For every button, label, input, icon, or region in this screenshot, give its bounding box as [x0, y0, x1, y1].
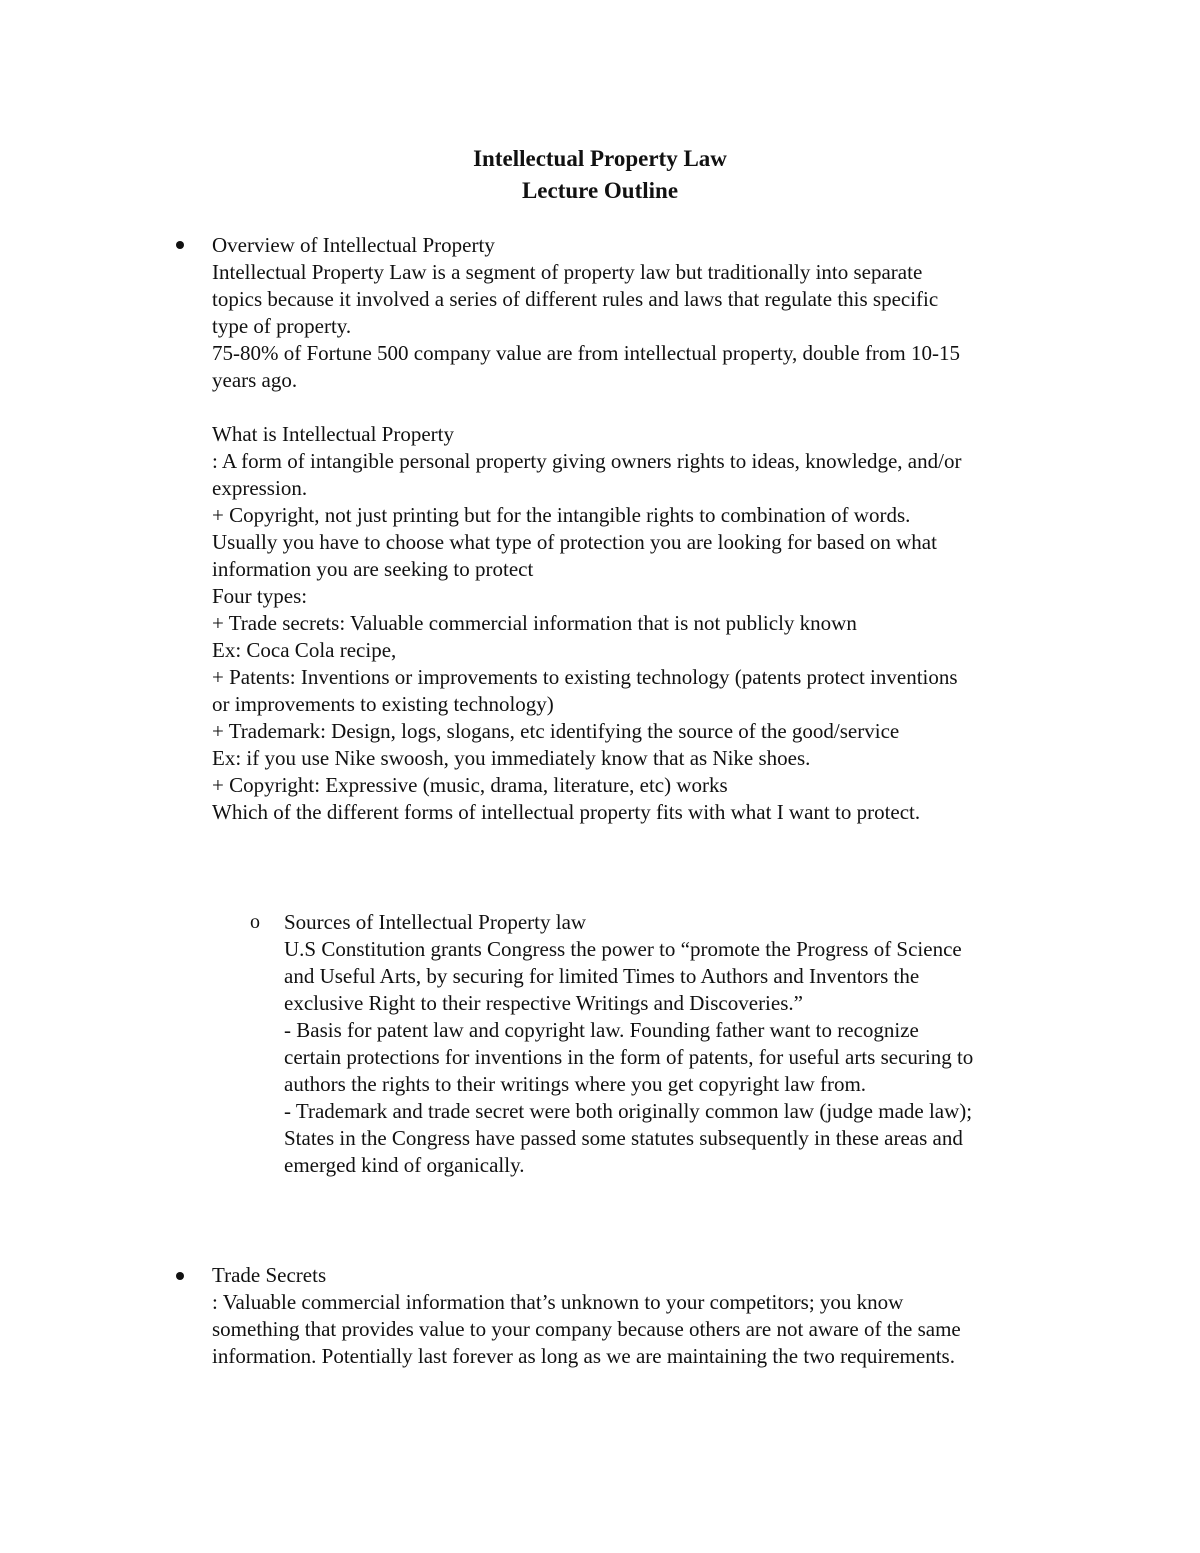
- section-overview: [212, 232, 1092, 826]
- paragraph-line: - Basis for patent law and copyright law. Founding father want to recognize: [284, 1018, 919, 1042]
- document-subtitle: Lecture Outline: [521, 178, 679, 203]
- paragraph-line: authors the rights to their writings where you get copyright law from.: [284, 1072, 867, 1096]
- paragraph-line: topics because it involved a series of different rules and laws that regulate this specific: [212, 287, 939, 311]
- paragraph-line: + Trademark: Design, logs, slogans, etc identifying the source of the good/service: [212, 719, 900, 743]
- paragraph-line: certain protections for inventions in the form of patents, for useful arts securing to: [284, 1045, 974, 1069]
- document-title: Intellectual Property Law: [473, 146, 727, 171]
- section-heading: Overview of Intellectual Property: [212, 233, 495, 257]
- paragraph-line: 75-80% of Fortune 500 company value are from intellectual property, double from 10-15: [212, 341, 961, 365]
- paragraph-line: expression.: [212, 476, 308, 500]
- paragraph-line: information you are seeking to protect: [212, 557, 534, 581]
- paragraph-line: + Copyright, not just printing but for the intangible rights to combination of words.: [212, 503, 911, 527]
- paragraph-line: + Patents: Inventions or improvements to existing technology (patents protect inventions: [212, 665, 958, 689]
- paragraph-line: : A form of intangible personal property giving owners rights to ideas, knowledge, and/or: [212, 449, 962, 473]
- paragraph-line: States in the Congress have passed some statutes subsequently in these areas and: [284, 1126, 963, 1150]
- sub-bullet-circle-icon: o: [250, 911, 260, 933]
- bullet-dot-icon: [176, 241, 184, 249]
- subheading: What is Intellectual Property: [212, 422, 455, 446]
- section-heading: Sources of Intellectual Property law: [284, 910, 587, 934]
- paragraph-line: something that provides value to your company because others are not aware of the same: [212, 1317, 961, 1341]
- section-heading: Trade Secrets: [212, 1263, 327, 1287]
- paragraph-line: information. Potentially last forever as long as we are maintaining the two requirements.: [212, 1344, 955, 1368]
- paragraph-line: and Useful Arts, by securing for limited Times to Authors and Inventors the: [284, 964, 920, 988]
- paragraph-line: years ago.: [212, 368, 298, 392]
- paragraph-line: type of property.: [212, 314, 352, 338]
- bullet-dot-icon: [176, 1272, 184, 1280]
- paragraph-line: Ex: if you use Nike swoosh, you immediately know that as Nike shoes.: [212, 746, 811, 770]
- paragraph-line: Four types:: [212, 584, 308, 608]
- paragraph-line: U.S Constitution grants Congress the power to “promote the Progress of Science: [284, 937, 962, 961]
- paragraph-line: Which of the different forms of intellectual property fits with what I want to protect.: [212, 800, 921, 824]
- paragraph-line: + Trade secrets: Valuable commercial information that is not publicly known: [212, 611, 857, 635]
- paragraph-line: emerged kind of organically.: [284, 1153, 525, 1177]
- paragraph-line: : Valuable commercial information that’s unknown to your competitors; you know: [212, 1290, 904, 1314]
- paragraph-line: or improvements to existing technology): [212, 692, 554, 716]
- paragraph-line: exclusive Right to their respective Writings and Discoveries.”: [284, 991, 803, 1015]
- paragraph-line: - Trademark and trade secret were both originally common law (judge made law);: [284, 1099, 973, 1123]
- paragraph-line: Usually you have to choose what type of protection you are looking for based on what: [212, 530, 937, 554]
- paragraph-line: Ex: Coca Cola recipe,: [212, 638, 397, 662]
- section-sources: [284, 909, 1104, 1179]
- section-trade-secrets: [212, 1262, 1092, 1370]
- paragraph-line: Intellectual Property Law is a segment of property law but traditionally into separate: [212, 260, 923, 284]
- paragraph-line: + Copyright: Expressive (music, drama, literature, etc) works: [212, 773, 728, 797]
